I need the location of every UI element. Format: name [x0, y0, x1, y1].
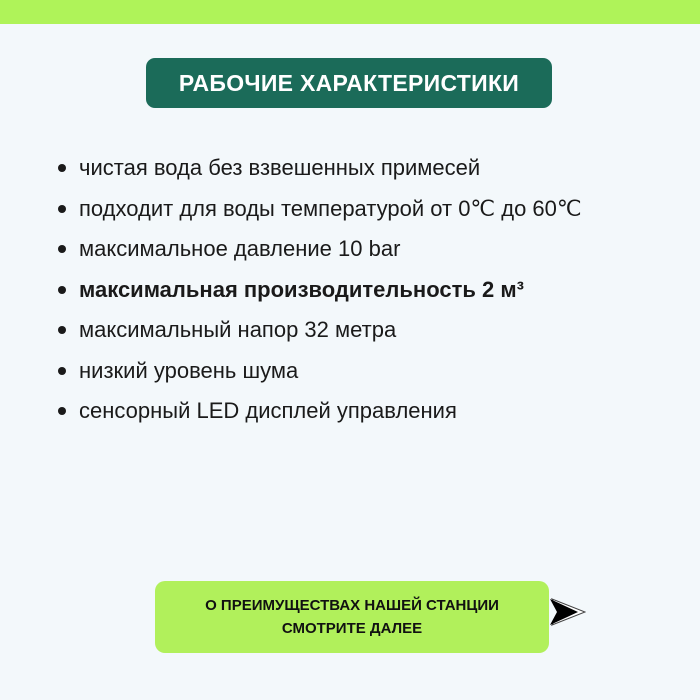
feature-text: максимальный напор 32 метра	[79, 317, 397, 343]
list-item	[58, 391, 582, 432]
list-item	[58, 189, 582, 230]
list-item	[58, 310, 582, 351]
feature-text: максимальная производительность 2 м³	[79, 276, 524, 302]
bullet-icon	[58, 286, 66, 294]
feature-text: чистая вода без взвешенных примесей	[79, 155, 481, 181]
bullet-icon	[58, 164, 66, 172]
list-item	[58, 148, 582, 189]
bullet-icon	[58, 245, 66, 253]
top-accent-bar	[0, 0, 700, 24]
list-item	[58, 270, 582, 311]
bullet-icon	[58, 407, 66, 415]
bullet-icon	[58, 326, 66, 334]
bullet-icon	[58, 205, 66, 213]
bullet-icon	[58, 367, 66, 375]
page-title: РАБОЧИЕ ХАРАКТЕРИСТИКИ	[146, 58, 552, 108]
arrow-right-icon[interactable]	[550, 597, 586, 627]
feature-list	[58, 148, 582, 432]
list-item	[58, 229, 582, 270]
feature-text: низкий уровень шума	[79, 357, 299, 383]
see-more-button[interactable]	[155, 581, 549, 653]
feature-text: сенсорный LED дисплей управления	[79, 398, 457, 424]
list-item	[58, 351, 582, 392]
feature-text: подходит для воды температурой от 0℃ до 60℃	[79, 195, 582, 221]
cta-line-2: СМОТРИТЕ ДАЛЕЕ	[281, 620, 423, 637]
feature-text: максимальное давление 10 bar	[79, 236, 401, 262]
cta-line-1: О ПРЕИМУЩЕСТВАХ НАШЕЙ СТАНЦИИ	[205, 597, 499, 614]
